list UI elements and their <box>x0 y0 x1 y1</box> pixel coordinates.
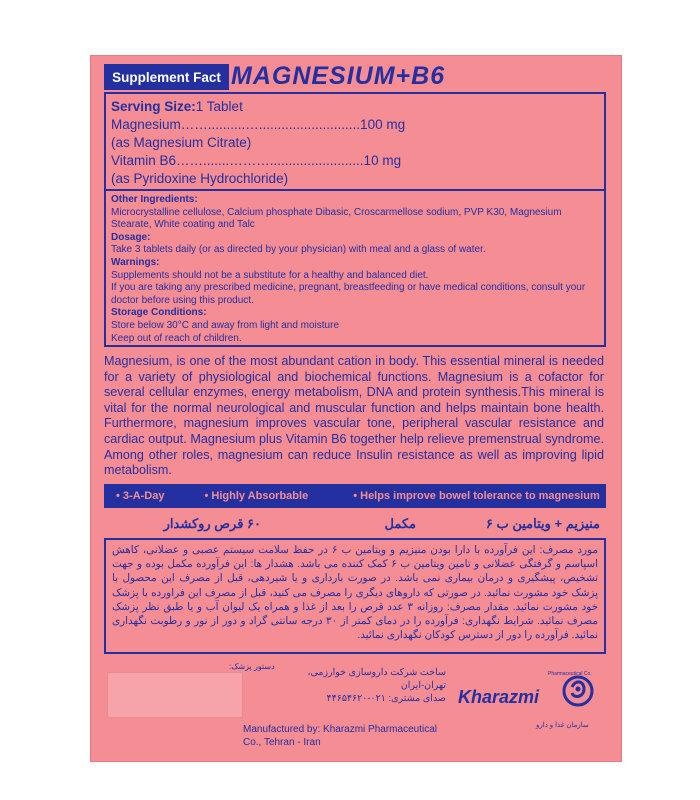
prescription-label: دستور پزشک: <box>229 662 275 671</box>
feature-item: • Highly Absorbable <box>204 490 309 502</box>
manufacturer-en-location: Co., Tehran - Iran <box>243 736 321 748</box>
storage-text-1: Store below 30°C and away from light and moisture <box>111 319 340 331</box>
manufacturer-english <box>243 724 437 749</box>
magnesium-source: (as Magnesium Citrate) <box>111 135 252 150</box>
details-text <box>111 194 599 345</box>
serving-size-value: 1 Tablet <box>195 99 243 114</box>
supplement-facts-box <box>104 92 606 347</box>
dosage-heading: Dosage: <box>111 231 151 243</box>
kharazmi-logo <box>456 661 601 717</box>
supplement-fact-tab: Supplement Fact <box>104 64 229 90</box>
persian-product-type: مکمل <box>384 516 416 531</box>
persian-product-row <box>104 512 606 536</box>
magnesium-line: Magnesium……..........…...........................100 mg <box>111 117 406 132</box>
features-bar <box>104 484 606 508</box>
logo-wordmark: Kharazmi <box>458 687 540 707</box>
logo-emblem-icon <box>564 677 592 705</box>
divider <box>106 189 604 191</box>
storage-text-2: Keep out of reach of children. <box>111 332 242 344</box>
supplement-label <box>90 55 622 762</box>
vitamin-b6-line: Vitamin B6…….......……….........................10 mg <box>111 153 402 168</box>
manufacturer-en-line: Manufactured by: Kharazmi Pharmaceutical <box>243 724 437 735</box>
ingredients-text: Microcrystalline cellulose, Calcium phosphate Dibasic, Croscarmellose sodium, PVP K30, Magnesium Stearate, White coating and Talc <box>111 206 562 231</box>
product-brand-title: MAGNESIUM+B6 <box>231 62 446 90</box>
manufacturer-persian <box>296 666 446 705</box>
persian-tablet-count: ۶۰ قرص روکشدار <box>163 516 261 531</box>
storage-heading: Storage Conditions: <box>111 307 207 319</box>
warnings-text-2: If you are taking any prescribed medicine, pregnant, breastfeeding or have medical conditions, consult your doctor before using this product. <box>111 282 586 306</box>
warnings-text-1: Supplements should not be a substitute for a healthy and balanced diet. <box>111 269 429 281</box>
vitamin-b6-source: (as Pyridoxine Hydrochloride) <box>111 171 289 186</box>
feature-item: • Helps improve bowel tolerance to magnesium <box>353 490 600 502</box>
dosage-text: Take 3 tablets daily (or as directed by your physician) with meal and a glass of water. <box>111 244 486 256</box>
serving-size-title: Serving Size: <box>111 99 196 114</box>
ingredients-heading: Other Ingredients: <box>111 194 198 205</box>
warnings-heading: Warnings: <box>111 256 160 268</box>
feature-item: • 3-A-Day <box>116 490 165 502</box>
logo-sub-text: Pharmaceutical Co. <box>548 671 592 677</box>
manufacturer-fa-line: ساخت شرکت داروسازی خوارزمی، تهران-ایران <box>307 667 446 691</box>
prescription-box <box>107 672 243 718</box>
persian-product-name: منیزیم + ویتامین ب ۶ <box>485 516 600 531</box>
customer-phone: صدای مشتری: ۰۲۱-۴۴۶۵۴۶۲۰ <box>326 693 446 704</box>
serving-info <box>111 98 405 188</box>
description-paragraph: Magnesium, is one of the most abundant cation in body. This essential mineral is needed for a variety of physiological and biochemical functions. Magnesium is a cofactor for several cellular enzymes, energy metabolism, DNA and protein synthesis.This mineral is vital for the normal neurological and muscular function and helps maintain bone health. Furthermore, magnesium improves vascular tone, peripheral vascular resistance and cardiac output. Magnesium plus Vitamin B6 together help relieve premenstrual syndrome. Among other roles, magnesium can reduce Insulin resistance as well as improving lipid metabolism. <box>104 354 604 478</box>
persian-instructions: مورد مصرف: این فرآورده با دارا بودن منیزیم و ویتامین ب ۶ در حفظ سلامت سیستم عصبی و عضلانی، کاهش اسپاسم و گرفتگی عضلانی و تامین ویتامین ب ۶ کمک کننده می باشد. هشدار ها: این فرآورده مکمل بوده و جهت تشخیص، پیشگیری و درمان بیماری نمی باشد. در صورت بارداری و یا شیردهی، قبل از مصرف این محصول با پزشک خود مشورت نمائید. در صورتی که داروهای دیگری را مصرف می کنید، قبل از مصرف این فراورده با پزشک خود مشورت نمائید. مقدار مصرف: روزانه ۳ عدد قرص را بعد از غذا و همراه یک لیوان آب و یا طبق نظر پزشک مصرف نمائید. شرایط نگهداری: فرآورده را در دمای کمتر از ۳۰ درجه سانتی گراد و دور از نور و رطوبت نگهداری نمائید. فرآورده را دور از دسترس کودکان نگهداری نمائید. <box>104 538 606 654</box>
logo-persian-sub: سازمان غذا و دارو <box>536 722 589 729</box>
